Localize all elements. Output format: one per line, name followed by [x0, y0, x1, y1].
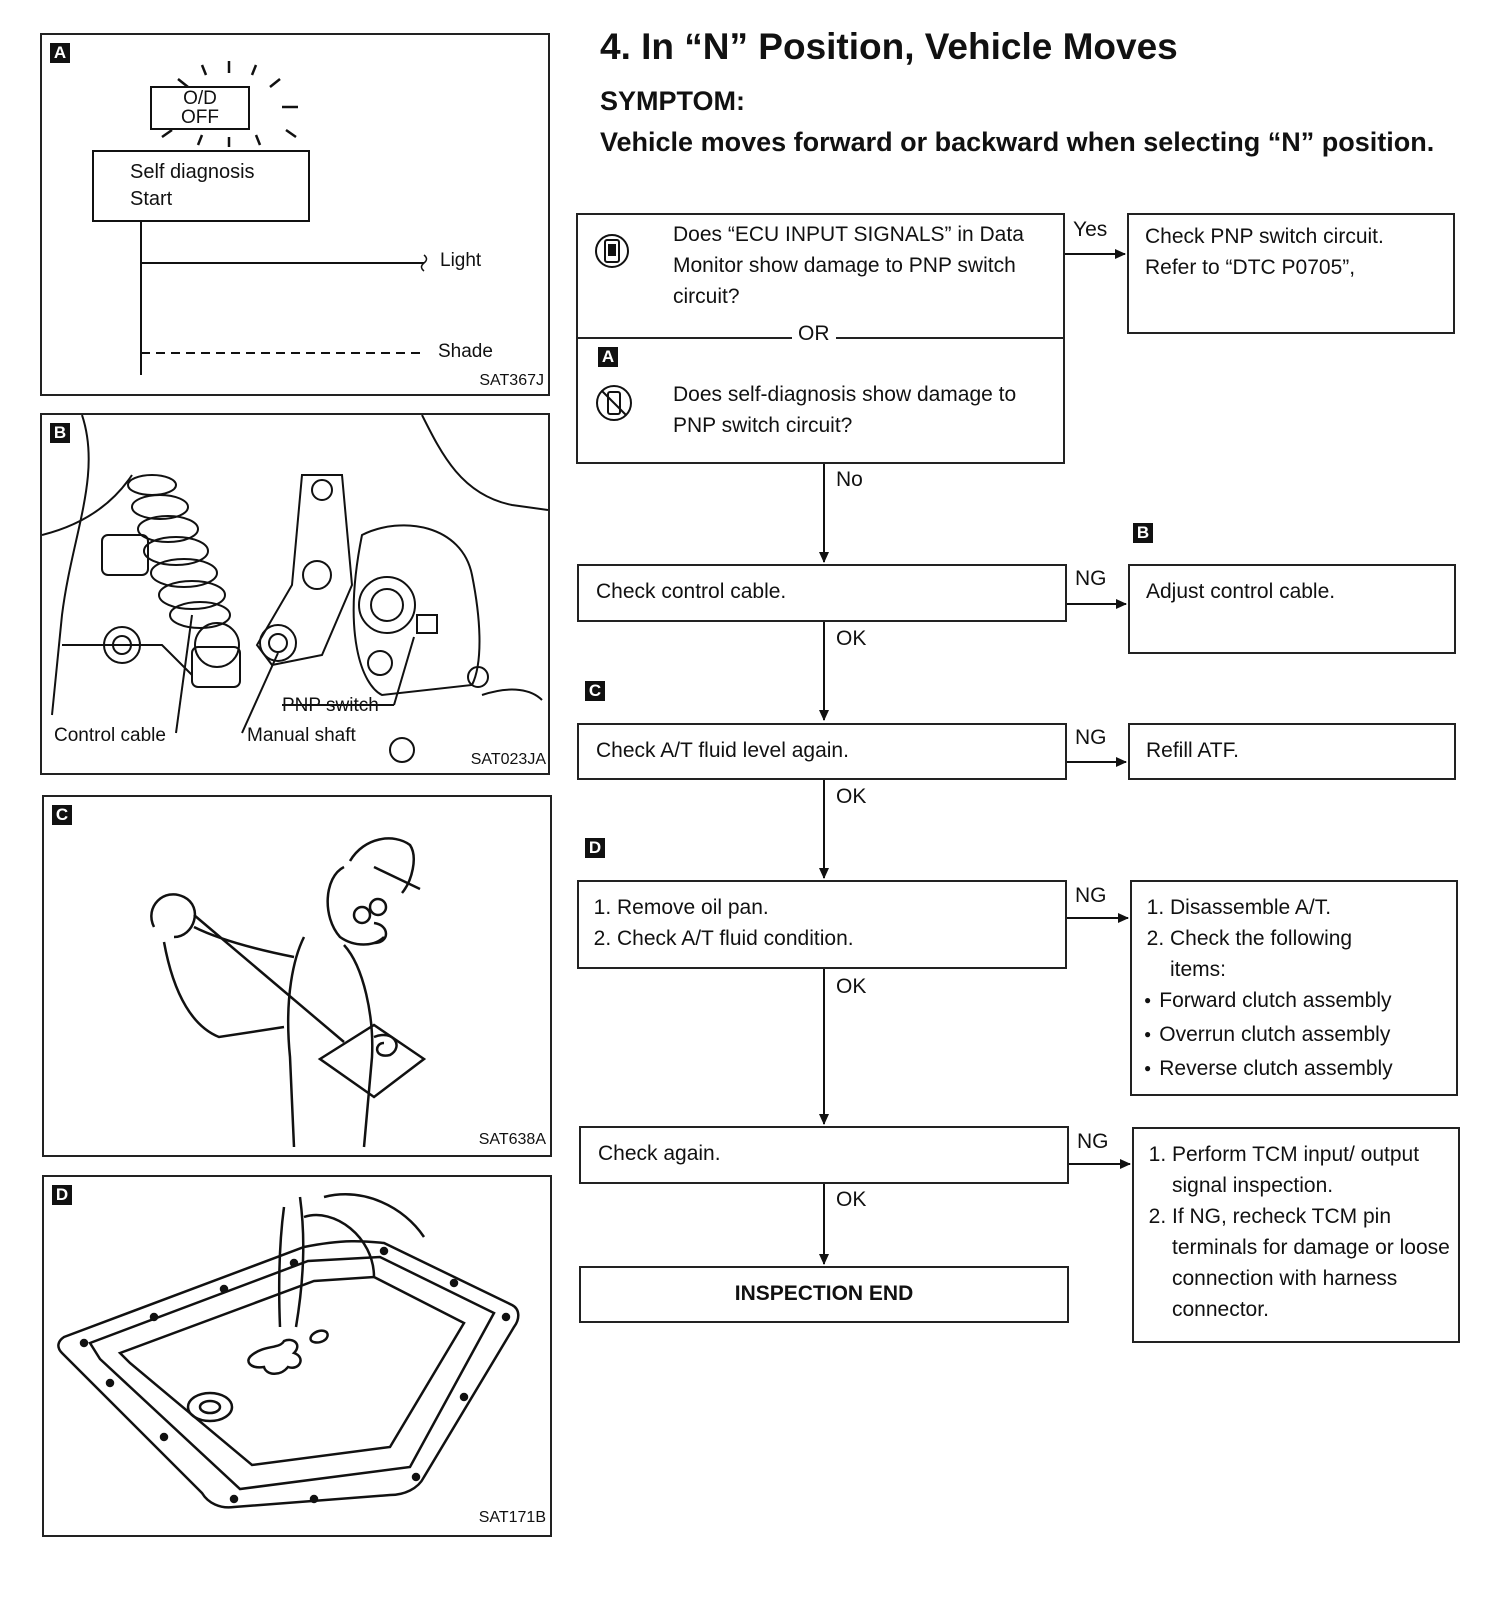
figure-a-tag: A	[50, 43, 70, 63]
figure-d-tag: D	[52, 1185, 72, 1205]
step4-check-item: 1. Remove oil pan.	[617, 892, 1053, 923]
figure-a-panel	[40, 33, 550, 396]
cap-icon	[350, 838, 414, 893]
step4-ng-bullet: ● Reverse clutch assembly	[1160, 1053, 1448, 1087]
step5-ng-result	[1132, 1127, 1460, 1343]
control-cable-illustration	[42, 415, 548, 773]
symptom-heading: SYMPTOM:	[600, 86, 746, 116]
step4-check-item: 2. Check A/T fluid condition.	[617, 923, 1053, 954]
dipstick-icon	[194, 915, 344, 1042]
step3-ng-result: Refill ATF.	[1128, 723, 1456, 780]
consult-tester-icon	[594, 233, 630, 269]
step4-tag: D	[585, 838, 605, 858]
figure-b-panel	[40, 413, 550, 775]
self-diagnosis-box-label	[130, 159, 255, 213]
step4-ng-step: 2. Check the following items:	[1170, 923, 1390, 985]
figure-d-ref: SAT171B	[478, 1509, 546, 1526]
step1-question-box	[576, 213, 1065, 464]
oil-pan-illustration	[44, 1177, 550, 1535]
step4-ng-step: 1. Disassemble A/T.	[1170, 892, 1448, 923]
bellows-boot-icon	[128, 475, 230, 628]
step2-ng-result: Adjust control cable.	[1128, 564, 1456, 654]
magnet-icon	[188, 1393, 232, 1421]
control-cable-label: Control cable	[54, 725, 166, 746]
figure-a-ref: SAT367J	[479, 372, 544, 389]
light-label: Light	[440, 250, 482, 271]
self-diagnosis-line-2: Start	[130, 188, 173, 210]
step1-tag: A	[598, 347, 618, 367]
step5-ok-label: OK	[836, 1188, 867, 1211]
step1-question-2: Does self-diagnosis show damage to PNP switch circuit?	[673, 383, 1017, 437]
step3-ok-label: OK	[836, 785, 867, 808]
figure-d-panel	[42, 1175, 552, 1537]
step5-ng-step: 2. If NG, recheck TCM pin terminals for damage or loose connection with harness connector.	[1172, 1201, 1450, 1325]
page-title: 4. In “N” Position, Vehicle Moves	[600, 26, 1178, 67]
step2-ok-label: OK	[836, 627, 867, 650]
step5-ng-label: NG	[1077, 1130, 1109, 1153]
symptom-text: Vehicle moves forward or backward when selecting “N” position.	[600, 127, 1435, 157]
od-off-lamp-label	[151, 89, 249, 127]
step2-check-box: Check control cable.	[577, 564, 1067, 622]
mechanic-checking-fluid-illustration	[44, 797, 550, 1155]
step1-question-1: Does “ECU INPUT SIGNALS” in Data Monitor show damage to PNP switch circuit?	[673, 223, 1024, 308]
figure-b-ref: SAT023JA	[470, 751, 546, 768]
step4-ng-bullet: ● Forward clutch assembly	[1160, 985, 1448, 1019]
manual-shaft-label: Manual shaft	[247, 725, 356, 746]
step5-check-box: Check again.	[579, 1126, 1069, 1184]
step5-ng-steps	[1146, 1139, 1450, 1325]
shade-label: Shade	[438, 341, 493, 362]
lamp-line-1: O/D	[183, 88, 217, 109]
step2-tag: B	[1133, 523, 1153, 543]
step4-ng-result	[1130, 880, 1458, 1096]
step3-ng-label: NG	[1075, 726, 1107, 749]
finger-icon	[279, 1207, 284, 1327]
step3-check-box: Check A/T fluid level again.	[577, 723, 1067, 780]
step4-ng-steps	[1144, 892, 1448, 985]
no-tools-icon	[594, 383, 634, 423]
figure-c-panel	[42, 795, 552, 1157]
step4-check-box	[577, 880, 1067, 969]
step2-ng-label: NG	[1075, 567, 1107, 590]
step3-tag: C	[585, 681, 605, 701]
step4-ng-bullets	[1144, 985, 1448, 1087]
step4-ok-label: OK	[836, 975, 867, 998]
step4-ng-bullet: ● Overrun clutch assembly	[1160, 1019, 1448, 1053]
inspection-end-box: INSPECTION END	[579, 1266, 1069, 1323]
figure-c-ref: SAT638A	[478, 1131, 546, 1148]
figure-c-tag: C	[52, 805, 72, 825]
step5-ng-step: 1. Perform TCM input/ output signal inspection.	[1172, 1139, 1450, 1201]
step1-or-label: OR	[792, 319, 836, 349]
oil-pan-outline	[58, 1241, 518, 1507]
step4-ng-label: NG	[1075, 884, 1107, 907]
lamp-line-2: OFF	[181, 107, 219, 128]
figure-b-tag: B	[50, 423, 70, 443]
step4-check-list	[591, 892, 1053, 954]
step1-yes-result: Check PNP switch circuit. Refer to “DTC P0705”,	[1127, 213, 1455, 334]
step1-yes-label: Yes	[1073, 218, 1108, 241]
pnp-switch-label: PNP switch	[282, 695, 379, 716]
step1-no-label: No	[836, 468, 863, 491]
self-diagnosis-line-1: Self diagnosis	[130, 161, 255, 183]
